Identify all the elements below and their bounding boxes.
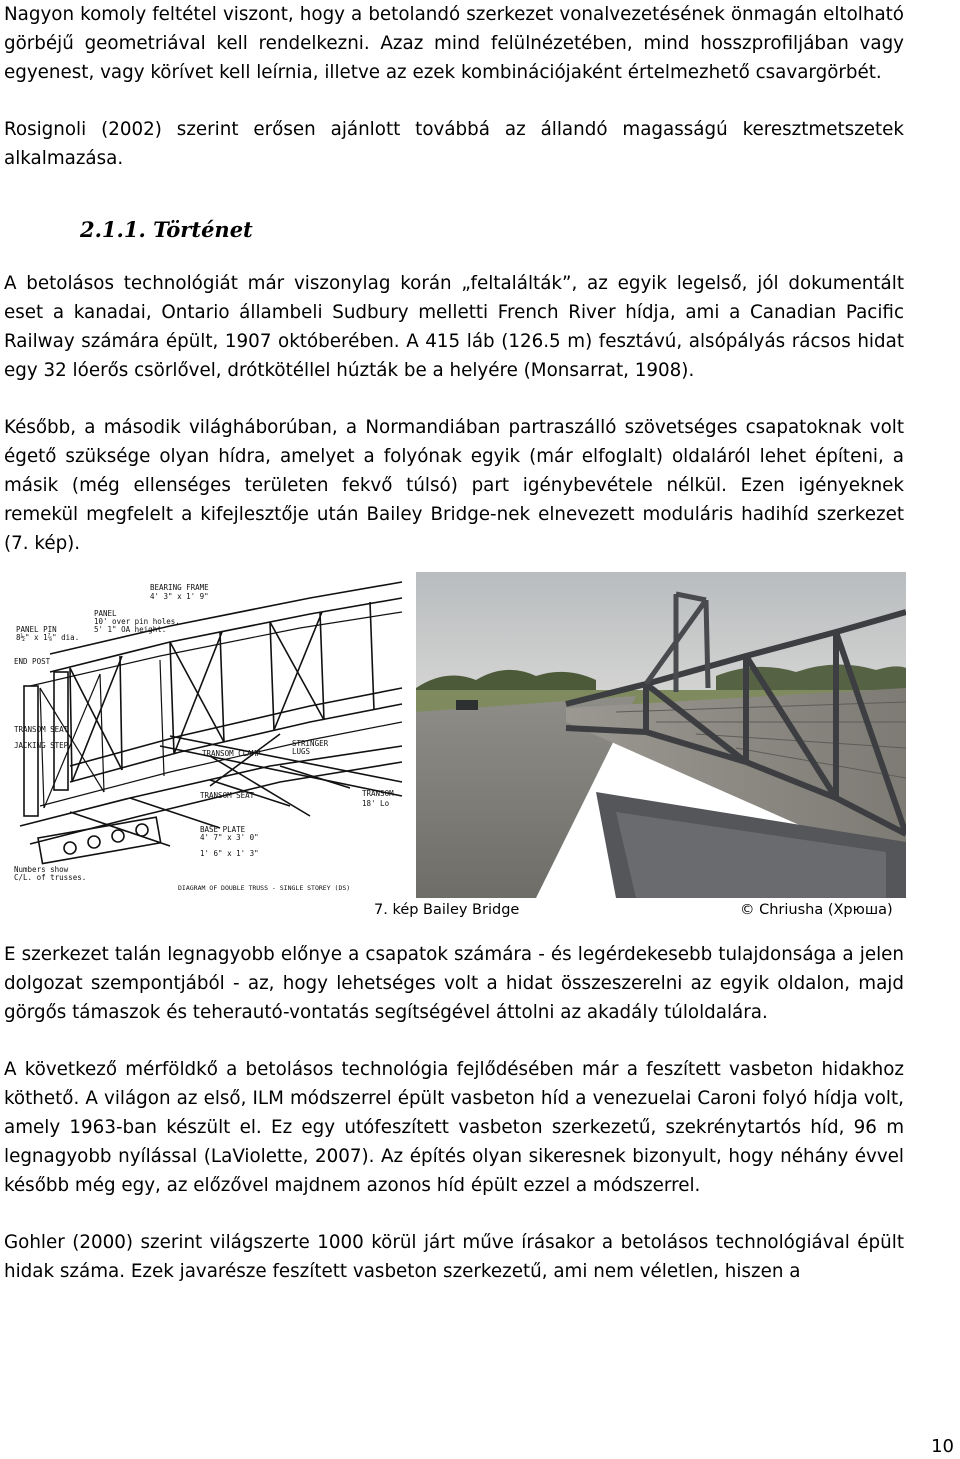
label-trusses-note-2: C/L. of trusses.: [14, 873, 87, 882]
section-heading: 2.1.1. Történet: [80, 217, 253, 242]
figure-caption: 7. kép Bailey Bridge: [374, 902, 520, 918]
paragraph-french-river: A betolásos technológiát már viszonylag korán „feltalálták”, az egyik legelső, jól dokumentált eset a kanadai, Ontario állambeli Sudbury melletti French River hídja, ami a Canadian Pacific Railway számára épült, 1907 októberében. A 415 láb (126.5 m) fesztávú, alsópályás rácsos hidat egy 32 lóerős csörlővel, drótkötéllel húzták be a helyére (Monsarrat, 1908).: [4, 273, 904, 381]
label-panel-pin-dims: 8½" x 1⅞" dia.: [16, 633, 80, 642]
intro-block: [4, 0, 904, 173]
paragraph-milestone: A következő mérföldkő a betolásos technológia fejlődésében már a feszített vasbeton hidakhoz köthető. A világon az első, ILM módszerrel épült vasbeton híd a venezuelai Caroni folyó hídja volt, amely 1963-ban készült el. Ez egy utófeszített vasbeton szerkezetű, szekrénytartós híd, 96 m legnagyobb nyílással (LaViolette, 2007). Az építés olyan sikeresnek bizonyult, hogy néhány évvel később még egy, az előzővel majdnem azonos híd épült ezzel a módszerrel.: [4, 1059, 904, 1196]
label-panel-sub2: 5' 1" OA height.: [94, 625, 167, 634]
paragraph-advantage: E szerkezet talán legnagyobb előnye a csapatok számára - és legérdekesebb tulajdonsága a jelen dolgozat szempontjából - az, hogy lehetséges volt a hidat összeszerelni az egyik oldalon, majd görgős támaszok és teherautó-vontatás segítségével áttolni az akadály túloldalára.: [4, 944, 904, 1023]
history-block: [4, 269, 904, 558]
bailey-bridge-photo: [416, 572, 906, 898]
label-panel: PANEL: [94, 609, 117, 618]
label-panel-pin: PANEL PIN: [16, 625, 57, 634]
label-base-plate-dims: 4' 7" x 3' 0": [200, 833, 259, 842]
label-ramps-dims: 1' 6" x 1' 3": [200, 849, 259, 858]
paragraph-rosignoli: Rosignoli (2002) szerint erősen ajánlott továbbá az állandó magasságú keresztmetszetek alkalmazása.: [4, 119, 904, 169]
label-stringer-sub: LUGS: [292, 747, 311, 756]
label-diagram-title: DIAGRAM OF DOUBLE TRUSS - SINGLE STOREY (DS): [178, 884, 351, 892]
label-transom-sub: 18' Lo: [362, 799, 390, 808]
label-transom-seat-2: TRANSOM SEAT: [200, 791, 255, 800]
label-transom: TRANSOM: [362, 789, 394, 798]
figure-bailey-bridge: [10, 572, 906, 918]
label-bearing-frame: BEARING FRAME: [150, 583, 209, 592]
label-panel-sub1: 10' over pin holes,: [94, 617, 180, 626]
bailey-bridge-diagram: [10, 576, 410, 896]
bottom-block: [4, 940, 904, 1286]
label-base-plate: BASE PLATE: [200, 825, 246, 834]
figure-credit: © Chriusha (Хрюша): [740, 902, 893, 918]
paragraph-geometry: Nagyon komoly feltétel viszont, hogy a betolandó szerkezet vonalvezetésének önmagán eltolható görbéjű geometriával kell rendelkezni. Azaz mind felülnézetében, mind hosszprofiljában vagy egyenest, vagy körívet kell leírnia, illetve az ezek kombinációjaként értelmezhető csavargörbét.: [4, 4, 904, 83]
page-number: 10: [931, 1436, 954, 1457]
label-transom-seat-1: TRANSOM SEAT: [14, 725, 69, 734]
label-transom-clamp: TRANSOM CLAMP: [202, 749, 261, 758]
paragraph-gohler: Gohler (2000) szerint világszerte 1000 körül járt műve írásakor a betolásos technológiával épült hidak száma. Ezek javarésze feszített vasbeton szerkezetű, ami nem véletlen, hiszen a: [4, 1232, 904, 1282]
label-jacking-step: JACKING STEP: [14, 741, 69, 750]
label-trusses-note-1: Numbers show: [14, 865, 69, 874]
label-bearing-dims: 4' 3" x 1' 9": [150, 592, 209, 601]
paragraph-bailey: Később, a második világháborúban, a Normandiában partraszálló szövetséges csapatoknak volt égető szüksége olyan hídra, amelyet a folyónak egyik (már elfoglalt) oldaláról lehet építeni, a másik (még ellenséges területen fekvő túlsó) part igénybevétele nélkül. Ezen igényeknek remekül megfelelt a kifejlesztője után Bailey Bridge-nek elnevezett moduláris hadihíd szerkezet (7. kép).: [4, 417, 904, 554]
label-stringer: STRINGER: [292, 739, 329, 748]
label-end-post: END POST: [14, 657, 51, 666]
